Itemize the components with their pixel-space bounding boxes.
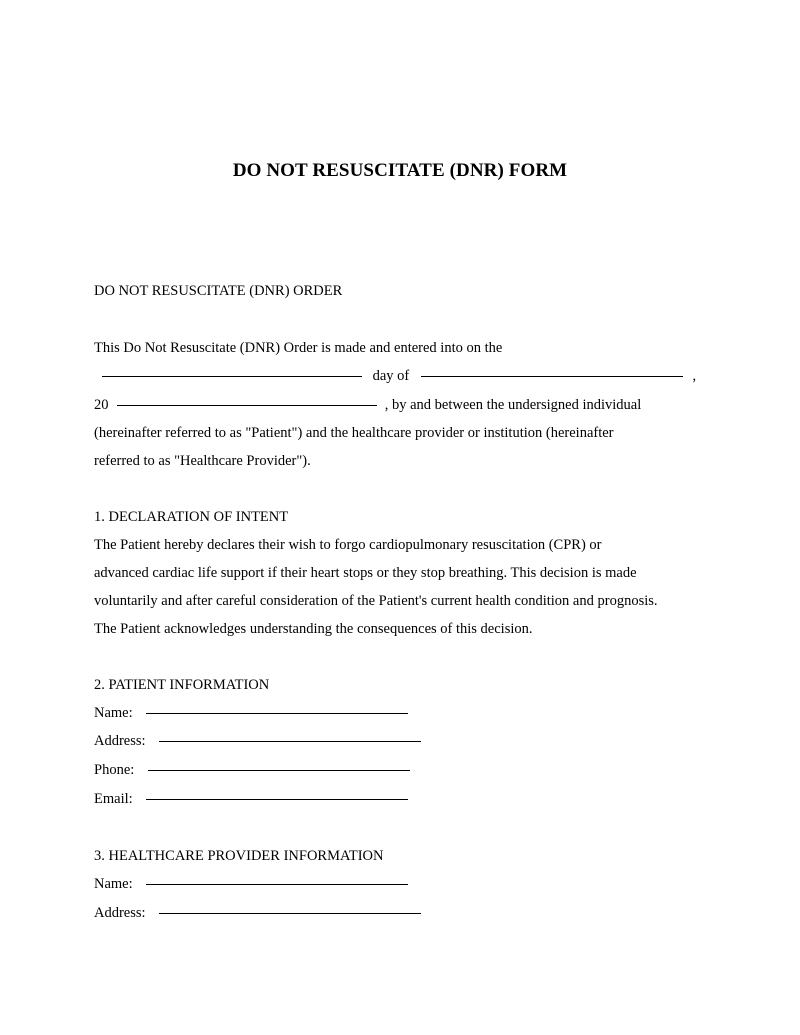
day-of-label: day of [372, 368, 410, 384]
patient-phone-field[interactable] [148, 769, 410, 771]
patient-name-label: Name: [94, 705, 133, 721]
intro-line-2 [102, 368, 696, 385]
provider-address-label: Address: [94, 905, 146, 921]
patient-phone-label: Phone: [94, 762, 135, 778]
patient-name-row [94, 705, 408, 722]
section-1-heading: 1. DECLARATION OF INTENT [94, 509, 289, 525]
section-1-line: voluntarily and after careful consideration of the Patient's current health condition and prognosis. [94, 593, 658, 609]
intro-line-4: (hereinafter referred to as "Patient") and the healthcare provider or institution (hereinafter [94, 425, 614, 441]
section-1-line: The Patient hereby declares their wish to forgo cardiopulmonary resuscitation (CPR) or [94, 537, 602, 553]
provider-address-row [94, 905, 421, 922]
document-title: DO NOT RESUSCITATE (DNR) FORM [232, 160, 568, 181]
section-2-heading: 2. PATIENT INFORMATION [94, 677, 270, 693]
intro-line-3-text: , by and between the undersigned individual [384, 397, 642, 413]
year-prefix: 20 [94, 397, 109, 413]
date-comma: , [692, 368, 697, 384]
day-blank[interactable] [102, 375, 362, 377]
patient-email-row [94, 791, 408, 808]
provider-name-row [94, 876, 408, 893]
section-3-heading: 3. HEALTHCARE PROVIDER INFORMATION [94, 848, 384, 864]
year-blank[interactable] [117, 404, 377, 406]
patient-address-field[interactable] [159, 740, 421, 742]
section-1-line: The Patient acknowledges understanding the consequences of this decision. [94, 621, 533, 637]
intro-line-1: This Do Not Resuscitate (DNR) Order is made and entered into on the [94, 340, 503, 356]
order-heading: DO NOT RESUSCITATE (DNR) ORDER [94, 283, 343, 299]
provider-name-label: Name: [94, 876, 133, 892]
provider-address-field[interactable] [159, 912, 421, 914]
patient-address-label: Address: [94, 733, 146, 749]
provider-name-field[interactable] [146, 883, 408, 885]
intro-line-5: referred to as "Healthcare Provider"). [94, 453, 311, 469]
section-1-line: advanced cardiac life support if their heart stops or they stop breathing. This decision is made [94, 565, 637, 581]
patient-address-row [94, 733, 421, 750]
patient-email-label: Email: [94, 791, 133, 807]
intro-line-3 [94, 397, 641, 414]
patient-email-field[interactable] [146, 798, 408, 800]
patient-name-field[interactable] [146, 712, 408, 714]
patient-phone-row [94, 762, 410, 779]
month-blank[interactable] [421, 375, 683, 377]
